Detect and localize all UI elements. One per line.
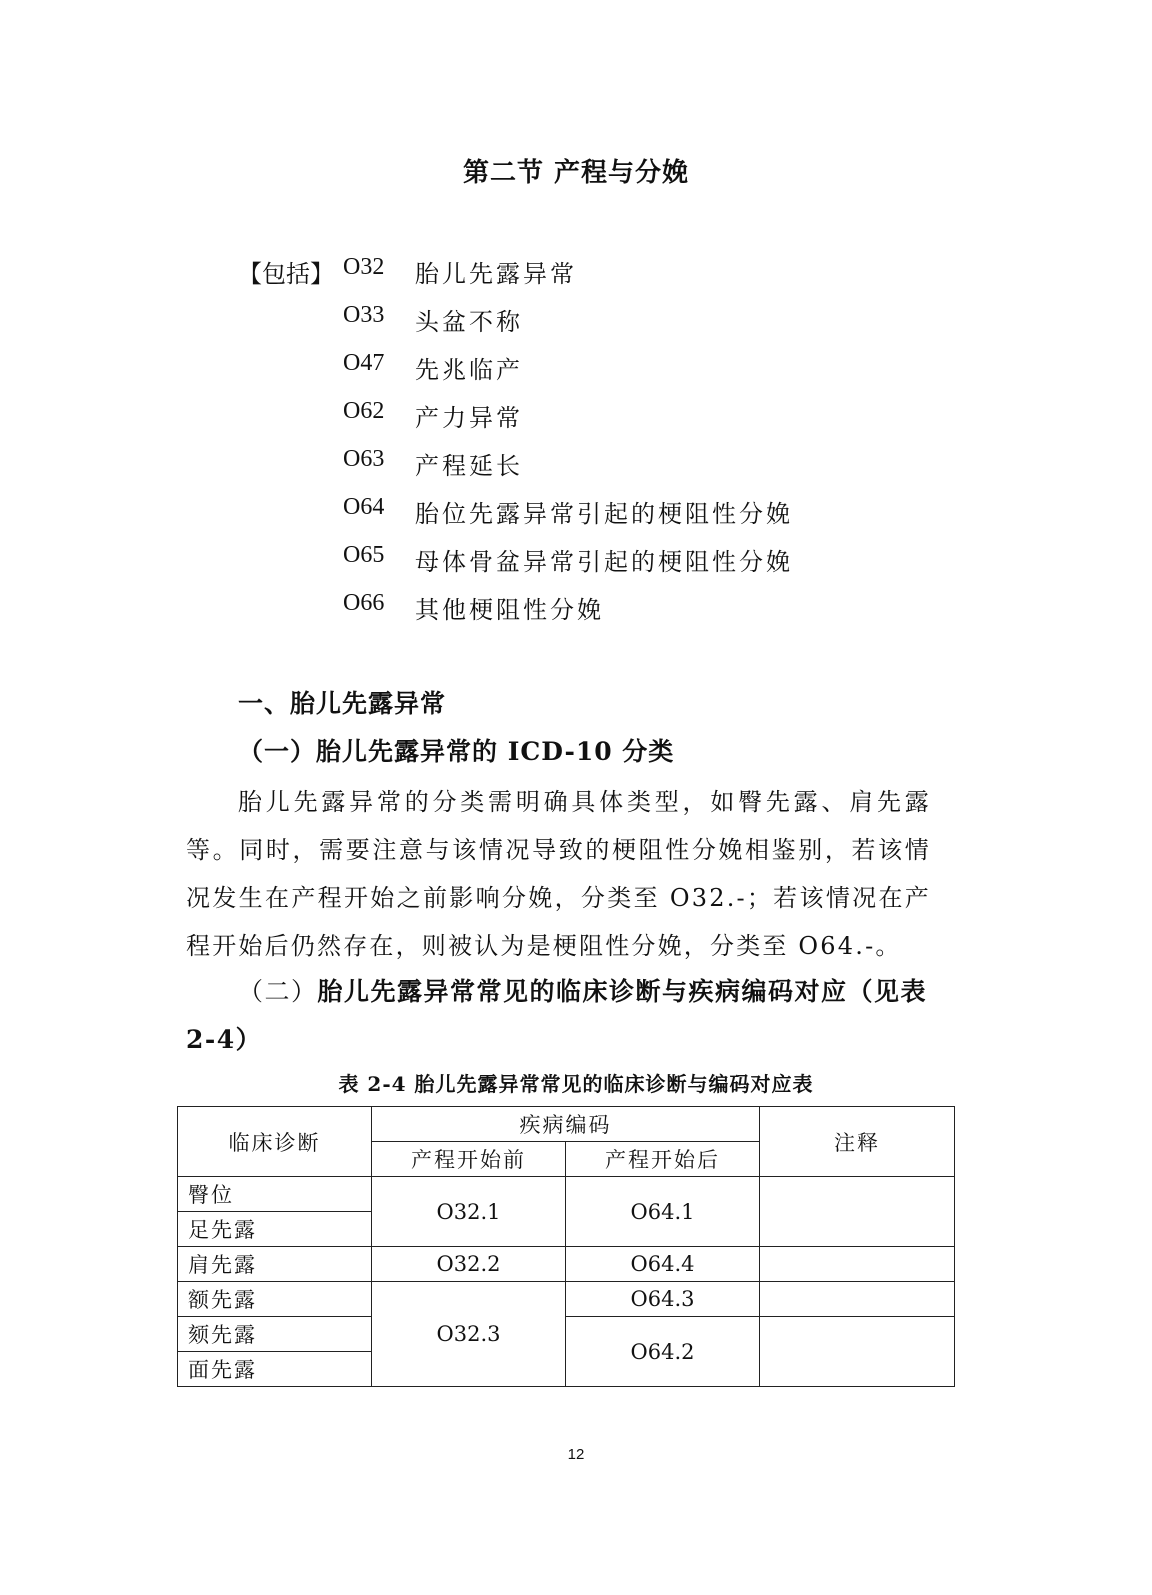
header-note: 注释 bbox=[760, 1107, 955, 1177]
include-desc: 胎儿先露异常 bbox=[415, 260, 577, 288]
code-after-cell: O64.4 bbox=[566, 1247, 760, 1282]
page-number: 12 bbox=[567, 1446, 585, 1463]
note-cell bbox=[760, 1177, 955, 1247]
heading-level3-text: 胎儿先露异常常见的临床诊断与疾病编码对应（见表 2-4） bbox=[186, 977, 928, 1054]
table-header-row bbox=[178, 1107, 955, 1142]
code-after-cell: O64.2 bbox=[566, 1317, 760, 1387]
include-code: O65 bbox=[343, 542, 385, 568]
header-after-labor: 产程开始后 bbox=[566, 1142, 760, 1177]
header-before-labor: 产程开始前 bbox=[372, 1142, 566, 1177]
include-desc: 产力异常 bbox=[415, 404, 523, 432]
note-cell bbox=[760, 1282, 955, 1317]
body-paragraph: 胎儿先露异常的分类需明确具体类型，如臀先露、肩先露等。同时，需要注意与该情况导致的梗阻性分娩相鉴别，若该情况发生在产程开始之前影响分娩，分类至 O32.-；若该情况在产程开始后仍然存在，则被认为是梗阻性分娩，分类至 O64.-。 bbox=[186, 788, 931, 960]
include-desc: 产程延长 bbox=[415, 452, 523, 480]
include-code: O33 bbox=[343, 302, 385, 328]
section-title: 第二节 产程与分娩 bbox=[462, 158, 690, 188]
heading-level1: 一、胎儿先露异常 bbox=[238, 689, 447, 718]
heading-level2: （一）胎儿先露异常的 ICD-10 分类 bbox=[238, 737, 675, 766]
include-desc: 头盆不称 bbox=[415, 308, 523, 336]
include-code: O63 bbox=[343, 446, 385, 472]
table-row bbox=[178, 1177, 955, 1212]
table-row bbox=[178, 1247, 955, 1282]
header-diagnosis: 临床诊断 bbox=[178, 1107, 372, 1177]
include-code: O47 bbox=[343, 350, 385, 376]
diagnosis-cell: 额先露 bbox=[178, 1282, 372, 1317]
include-desc: 胎位先露异常引起的梗阻性分娩 bbox=[415, 500, 793, 528]
diagnosis-cell: 肩先露 bbox=[178, 1247, 372, 1282]
include-code: O66 bbox=[343, 590, 385, 616]
diagnosis-cell: 足先露 bbox=[178, 1212, 372, 1247]
diagnosis-cell: 面先露 bbox=[178, 1352, 372, 1387]
diagnosis-cell: 颏先露 bbox=[178, 1317, 372, 1352]
note-cell bbox=[760, 1247, 955, 1282]
code-after-cell: O64.3 bbox=[566, 1282, 760, 1317]
include-desc: 其他梗阻性分娩 bbox=[415, 596, 604, 624]
diagnosis-cell: 臀位 bbox=[178, 1177, 372, 1212]
code-before-cell: O32.2 bbox=[372, 1247, 566, 1282]
heading-level3 bbox=[186, 968, 931, 1064]
table-row bbox=[178, 1282, 955, 1317]
include-desc: 先兆临产 bbox=[415, 356, 523, 384]
code-before-cell: O32.1 bbox=[372, 1177, 566, 1247]
includes-label: 【包括】 bbox=[238, 260, 334, 288]
heading-level3-number: （二） bbox=[238, 977, 318, 1006]
code-after-cell: O64.1 bbox=[566, 1177, 760, 1247]
include-desc: 母体骨盆异常引起的梗阻性分娩 bbox=[415, 548, 793, 576]
header-disease-code: 疾病编码 bbox=[372, 1107, 760, 1142]
code-before-cell: O32.3 bbox=[372, 1282, 566, 1387]
include-code: O62 bbox=[343, 398, 385, 424]
include-code: O64 bbox=[343, 494, 385, 520]
diagnosis-code-table bbox=[177, 1106, 955, 1387]
table-row bbox=[178, 1317, 955, 1352]
note-cell bbox=[760, 1317, 955, 1387]
table-caption: 表 2-4 胎儿先露异常常见的临床诊断与编码对应表 bbox=[338, 1072, 814, 1096]
include-code: O32 bbox=[343, 254, 385, 280]
